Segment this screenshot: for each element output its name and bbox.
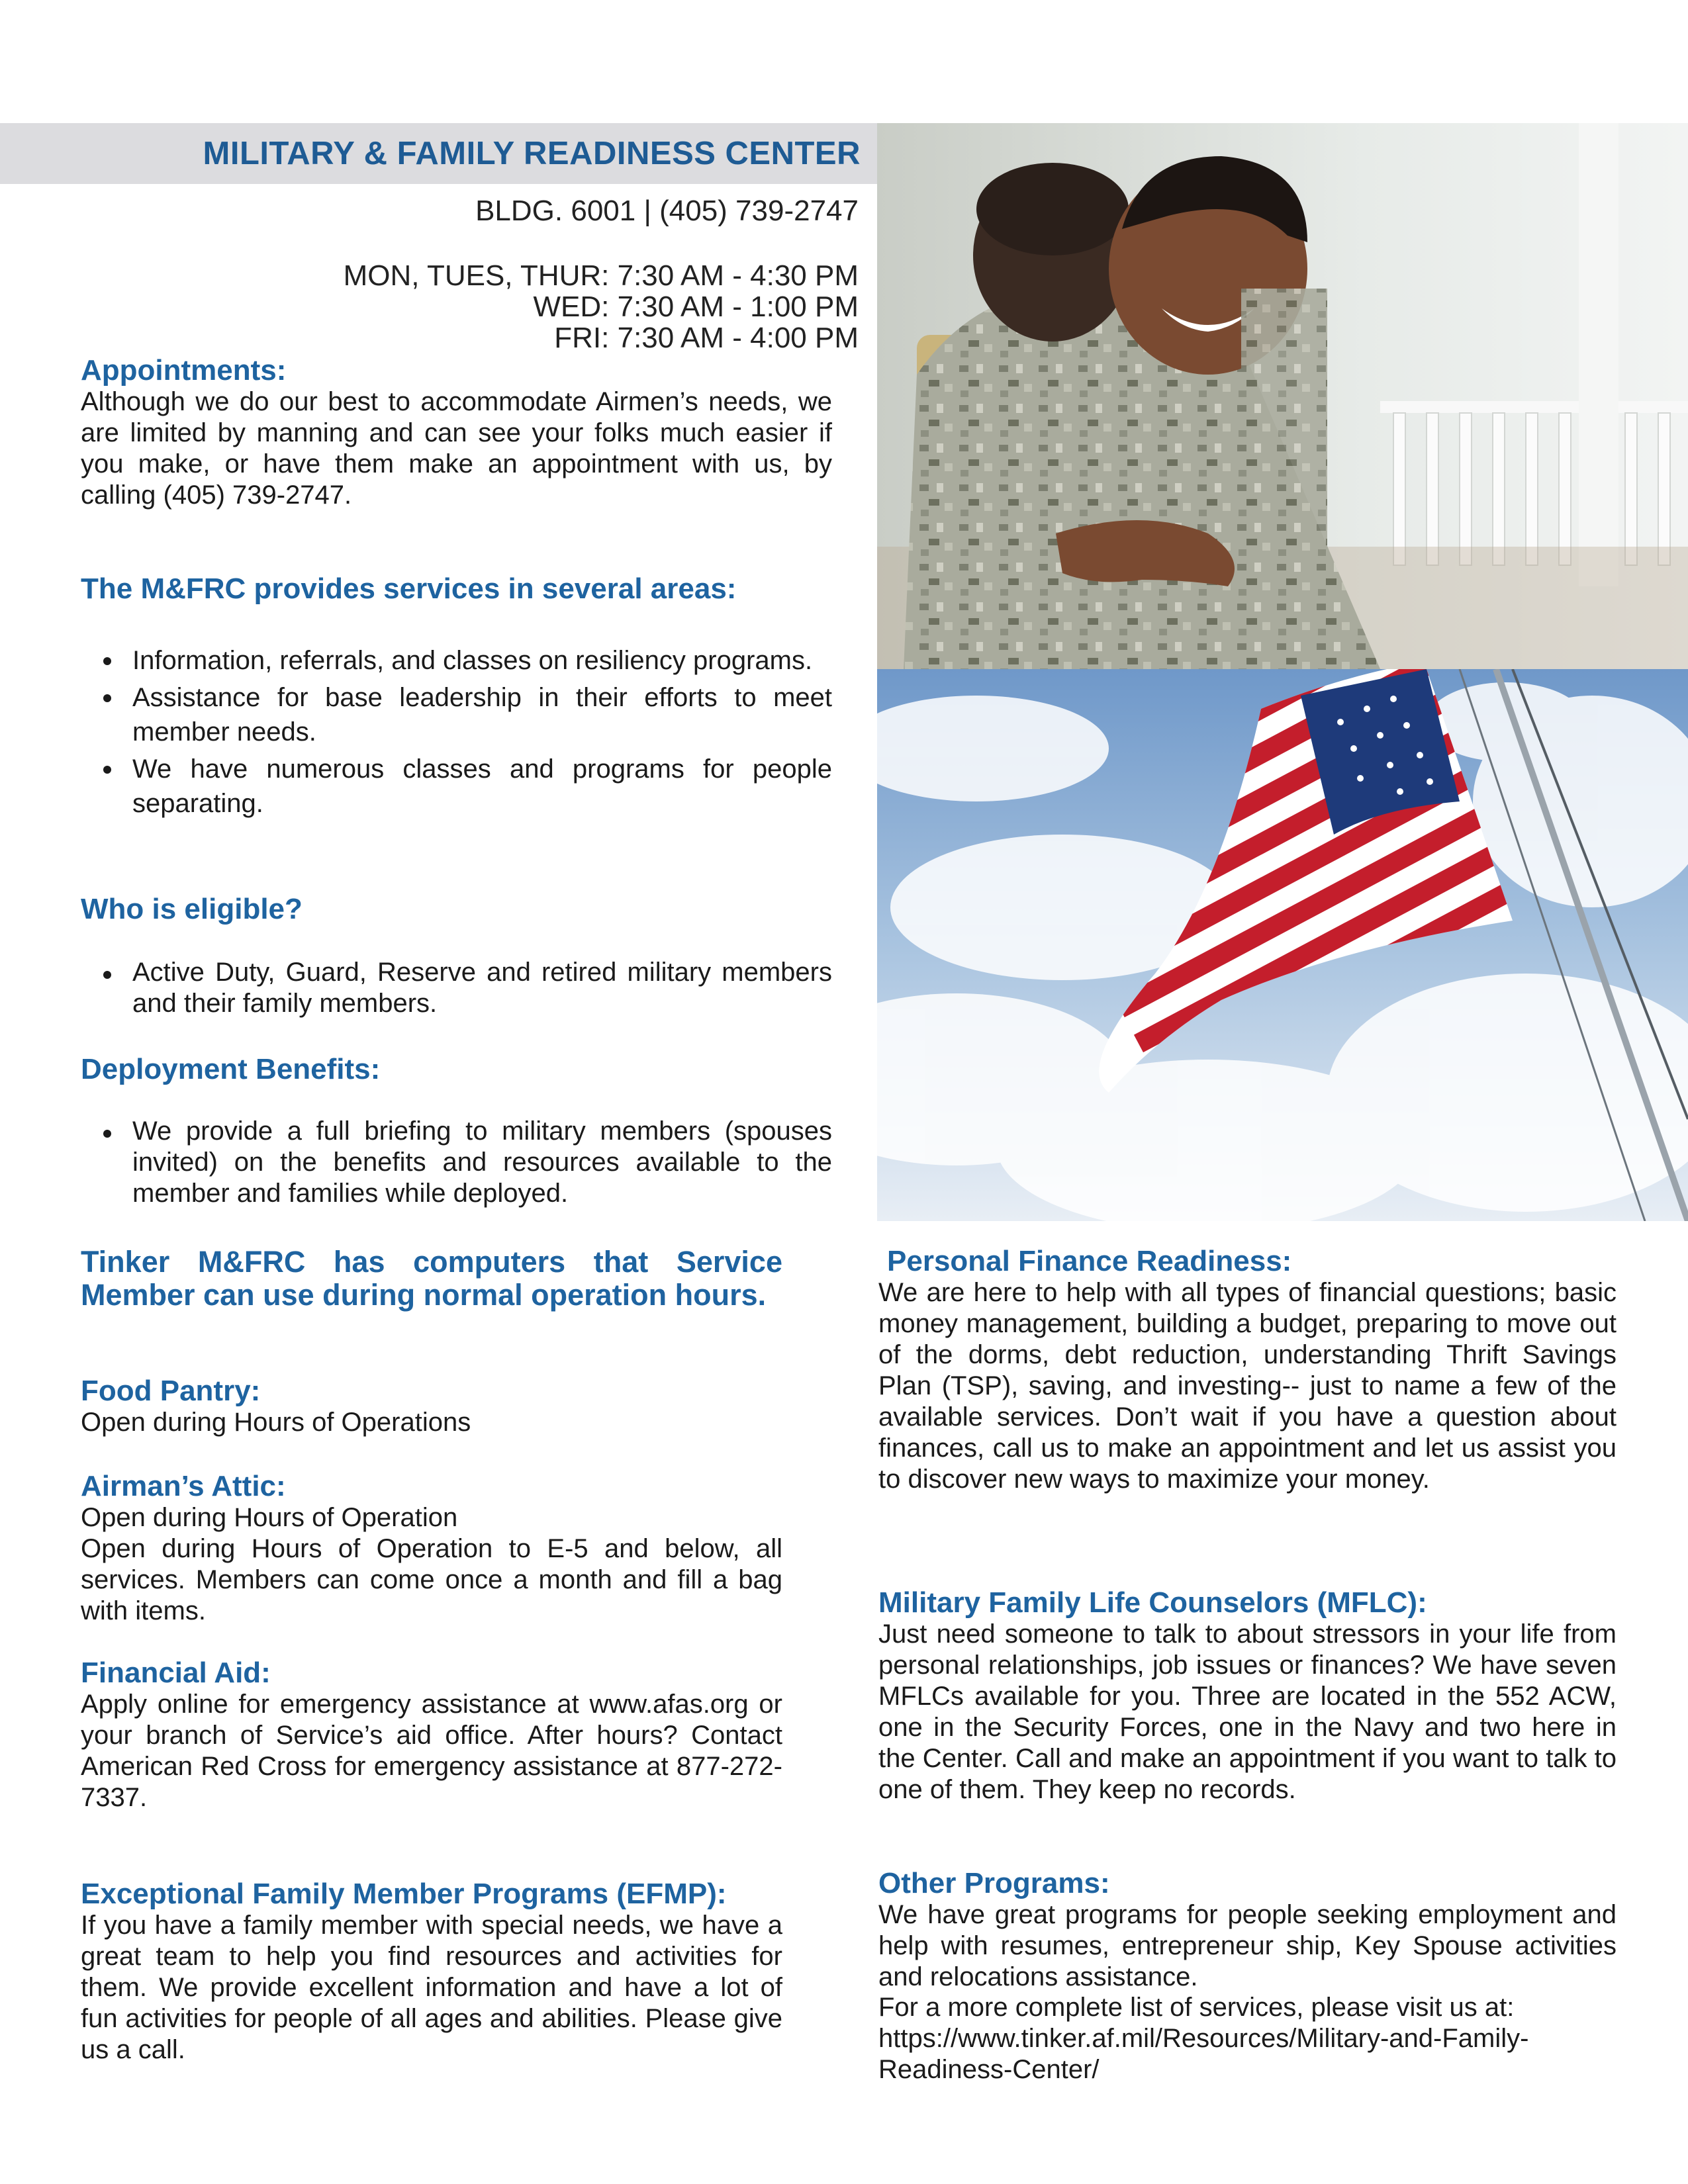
list-item: Information, referrals, and classes on resiliency programs. [132,643,832,678]
website-link[interactable]: https://www.tinker.af.mil/Resources/Military-and-Family-Readiness-Center/ [878,2024,1529,2084]
list-item: We provide a full briefing to military members (spouses invited) on the benefits and resources available to the member and families while deployed. [132,1116,832,1208]
services-list [81,643,832,823]
financial-aid-heading: Financial Aid: [81,1657,271,1689]
visit-text: For a more complete list of services, please visit us at: [878,1993,1515,2022]
appointments-text: Although we do our best to accommodate Airmen’s needs, we are limited by manning and can see your folks much easier if you make, or have them make an appointment with us, by calling (405) 739-2747. [81,387,832,510]
airmans-attic-line1: Open during Hours of Operation [81,1503,458,1532]
flag-photo [877,669,1688,1221]
deployment-list [81,1116,832,1212]
other-programs-text: We have great programs for people seeking employment and help with resumes, entrepreneur ship, Key Spouse activities and relocations assistance. [878,1900,1617,1991]
airmans-attic-line2: Open during Hours of Operation to E-5 and below, all services. Members can come once a month and fill a bag with items. [81,1534,782,1625]
other-programs-heading: Other Programs: [878,1867,1110,1899]
building-phone: BLDG. 6001 | (405) 739-2747 [475,195,859,227]
computers-heading: Tinker M&FRC has computers that Service Member can use during normal operation hours. [81,1245,782,1312]
food-pantry-text: Open during Hours of Operations [81,1408,471,1437]
eligible-heading: Who is eligible? [81,893,303,925]
hug-photo [877,123,1688,669]
services-heading: The M&FRC provides services in several areas: [81,572,737,605]
airmans-attic-heading: Airman’s Attic: [81,1470,286,1502]
efmp-text: If you have a family member with special needs, we have a great team to help you find resources and activities for them. We provide excellent information and have a lot of fun activities for people of all ages and abilities. Please give us a call. [81,1911,782,2064]
mflc-text: Just need someone to talk to about stressors in your life from personal relationships, job issues or finances? We have seven MFLCs available for you. Three are located in the 552 ACW, one in the Security Forces, one in the Navy and two here in the Center. Call and make an appointment if you want to talk to one of them. They keep no records. [878,1619,1617,1804]
page-title: MILITARY & FAMILY READINESS CENTER [203,136,861,171]
eligible-list [81,957,832,1022]
hours-mon-tue-thu: MON, TUES, THUR: 7:30 AM - 4:30 PM [343,259,859,292]
efmp-heading: Exceptional Family Member Programs (EFMP): [81,1878,727,1910]
list-item: Active Duty, Guard, Reserve and retired military members and their family members. [132,958,832,1018]
list-item: We have numerous classes and programs for people separating. [132,752,832,821]
list-item: Assistance for base leadership in their efforts to meet member needs. [132,680,832,749]
deployment-heading: Deployment Benefits: [81,1053,381,1085]
appointments-heading: Appointments: [81,354,287,387]
food-pantry-heading: Food Pantry: [81,1375,261,1407]
finance-text: We are here to help with all types of financial questions; basic money management, building a budget, preparing to move out of the dorms, debt reduction, understanding Thrift Savings Plan (TSP), saving, and investing-- just to name a few of the available services. Don’t wait if you have a question about finances, call us to make an appointment and let us assist you to discover new ways to maximize your money. [878,1278,1617,1494]
mflc-heading: Military Family Life Counselors (MFLC): [878,1586,1427,1619]
finance-heading: Personal Finance Readiness: [887,1245,1292,1277]
hours-fri: FRI: 7:30 AM - 4:00 PM [554,322,859,354]
financial-aid-text: Apply online for emergency assistance at www.afas.org or your branch of Service’s aid office. After hours? Contact American Red Cross for emergency assistance at 877-272-7337. [81,1690,782,1812]
hours-wed: WED: 7:30 AM - 1:00 PM [533,291,859,323]
